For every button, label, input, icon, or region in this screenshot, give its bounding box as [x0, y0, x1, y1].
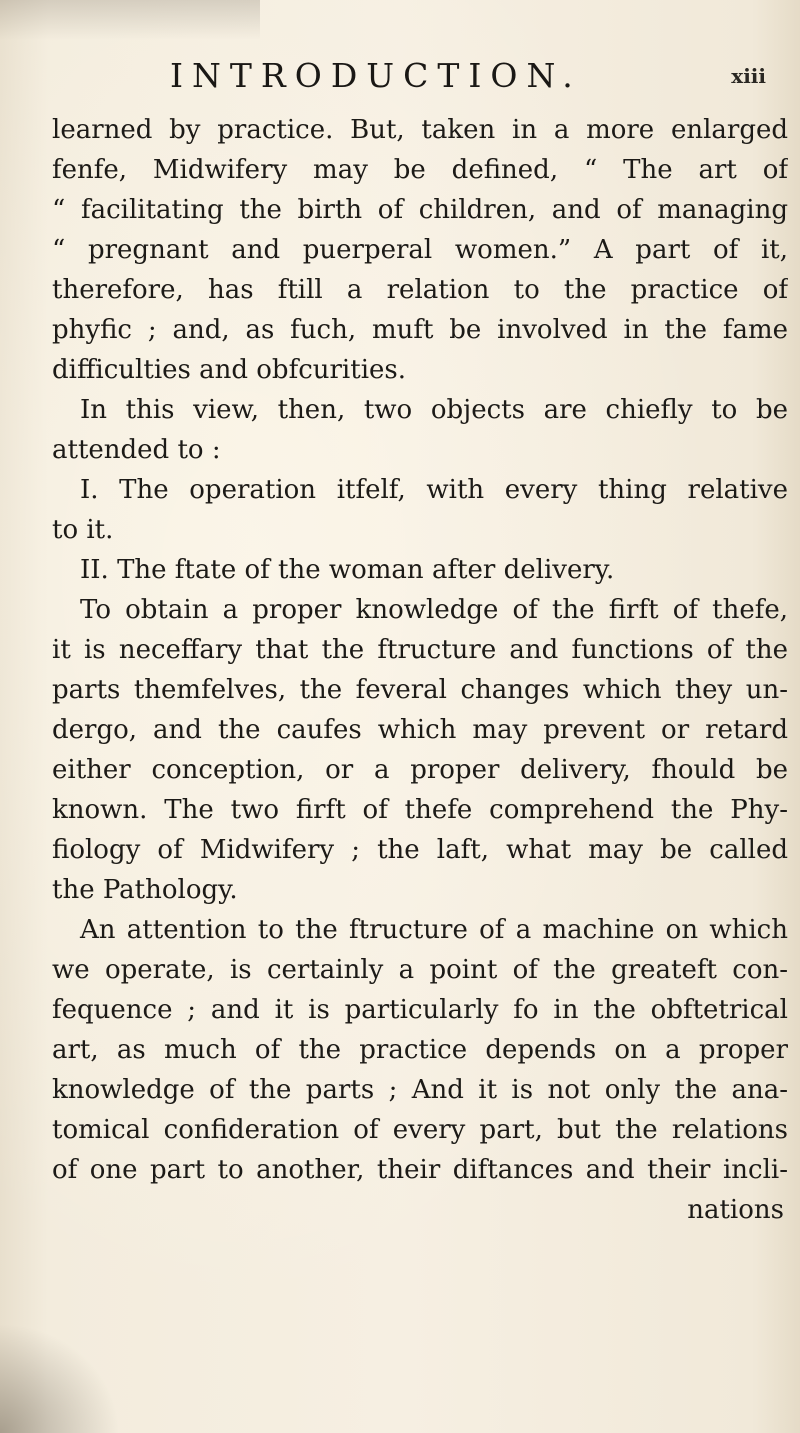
text-line: “ facilitating the birth of children, and of managing — [52, 195, 788, 225]
text-line: knowledge of the parts ; And it is not only the ana- — [52, 1075, 788, 1105]
text-line: therefore, has ftill a relation to the practice of — [52, 275, 788, 305]
text-line: art, as much of the practice depends on a proper — [52, 1035, 788, 1065]
body-text — [52, 110, 788, 1230]
page-number: xiii — [731, 64, 766, 88]
text-line: to it. — [52, 515, 114, 545]
running-head: INTRODUCTION. — [170, 56, 582, 95]
text-line: we operate, is certainly a point of the greateft con- — [52, 955, 788, 985]
text-line: attended to : — [52, 435, 221, 465]
text-line: “ pregnant and puerperal women.” A part of it, — [52, 235, 788, 265]
text-line: learned by practice. But, taken in a more enlarged — [52, 115, 788, 145]
text-line: tomical confideration of every part, but the relations — [52, 1115, 788, 1145]
text-line: the Pathology. — [52, 875, 238, 905]
text-line: An attention to the ftructure of a machine on which — [80, 915, 788, 945]
page-edge-shadow — [0, 0, 260, 40]
text-line: phyfic ; and, as fuch, muft be involved in the fame — [52, 315, 788, 345]
text-line: known. The two firft of thefe comprehend the Phy- — [52, 795, 788, 825]
text-line: fiology of Midwifery ; the laft, what may be called — [52, 835, 788, 865]
text-line: either conception, or a proper delivery, fhould be — [52, 755, 788, 785]
text-line: it is neceffary that the ftructure and functions of the — [52, 635, 788, 665]
page-corner-shadow — [0, 1323, 120, 1433]
text-line: parts themfelves, the feveral changes which they un- — [52, 675, 788, 705]
text-line: fenfe, Midwifery may be defined, “ The art of — [52, 155, 788, 185]
text-line: fequence ; and it is particularly fo in the obftetrical — [52, 995, 788, 1025]
page-header — [170, 54, 766, 98]
text-line: of one part to another, their diftances and their incli- — [52, 1155, 788, 1185]
text-line: II. The ftate of the woman after delivery. — [80, 555, 615, 585]
text-line: dergo, and the caufes which may prevent or retard — [52, 715, 788, 745]
text-line: I. The operation itfelf, with every thing relative — [80, 475, 788, 505]
text-line: In this view, then, two objects are chiefly to be — [80, 395, 788, 425]
text-line: difficulties and obfcurities. — [52, 355, 407, 385]
text-line: To obtain a proper knowledge of the firft of thefe, — [80, 595, 788, 625]
catchword: nations — [687, 1195, 784, 1225]
